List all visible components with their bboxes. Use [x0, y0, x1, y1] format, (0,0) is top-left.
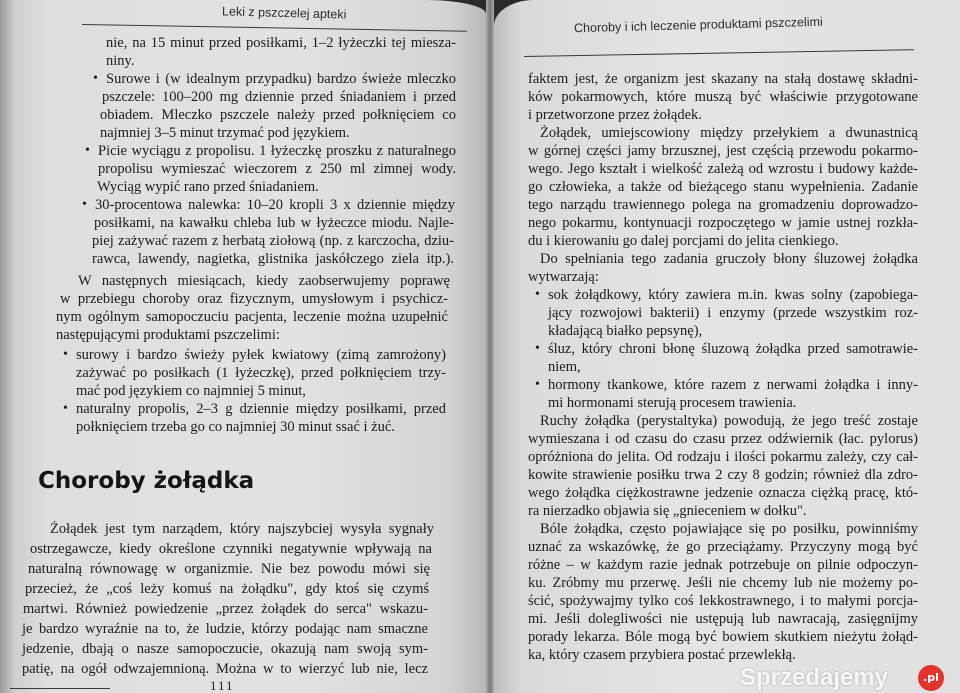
text-line: du i kierowaniu go dalej porcjami do jelita cienkiego.	[528, 233, 839, 249]
footer-rule-left	[10, 688, 110, 689]
text-line: jący rozwojowi bakterii) i enzymy (przede wszystkim roz-	[548, 305, 918, 321]
text-line: Żołądek, umiejscowiony między przełykiem a dwunastnicą	[540, 125, 918, 141]
text-line: ścić, spożywajmy tylko coś lekkostrawnego, i to małymi porcja-	[528, 593, 918, 609]
text-line: rawca, lawendy, nagietka, glistnika jaskółczego ziela itp.).	[92, 251, 454, 267]
header-rule-right	[524, 49, 914, 57]
text-line: w przebiegu choroby oraz fizycznym, umysłowym i psychicz-	[60, 291, 448, 307]
text-line: pszczele: 100–200 mg dziennie przed śniadaniem i przed	[102, 89, 456, 105]
watermark-logo: Sprzedajemy	[740, 664, 889, 691]
right-page	[494, 0, 960, 693]
text-line: Surowe i (w idealnym przypadku) bardzo świeże mleczko	[106, 71, 456, 87]
text-line: i przetworzone przez żołądek.	[528, 107, 702, 123]
text-line: kowite strawienie posiłku trwa 2 czy 8 godzin; również dla zdro-	[528, 467, 918, 483]
text-line: ku. Zróbmy mu przerwę. Jeśli nie chcemy lub nie możemy po-	[528, 575, 918, 591]
text-line: Do spełniania tego zadania gruczoły błony śluzowej żołądka	[540, 251, 918, 267]
text-line: ka, który czasem przybiera postać przewlekłą.	[528, 647, 796, 663]
text-line: w górnej części jamy brzusznej, jest częścią przewodu pokarmo-	[528, 143, 918, 159]
text-line: mi hormonami sterują procesem trawienia.	[548, 395, 797, 411]
bullet-icon: •	[535, 377, 540, 392]
text-line: najmniej 3–5 minut trzymać pod językiem.	[100, 125, 350, 141]
text-line: posiłkami, na kawałku chleba lub w łyżeczce miodu. Najle-	[94, 215, 454, 231]
text-line: propolisu wymieszać wieczorem z 250 ml zimnej wody.	[98, 161, 456, 177]
text-line: piej zażywać razem z herbatą ziołową (np. z karczocha, dziu-	[92, 233, 454, 249]
text-line: je bardzo wyraźnie na to, że ludzie, którzy podając nam smaczne	[22, 621, 428, 637]
bullet-icon: •	[93, 71, 98, 86]
text-line: tego narządu trawiennego polega na gromadzeniu doprowadzo-	[528, 197, 918, 213]
text-line: Żołądek jest tym narządem, który najszybciej wysyła sygnały	[50, 521, 434, 537]
text-line: 30-procentowa nalewka: 10–20 kropli 3 x dziennie między	[95, 197, 455, 213]
text-line: wego. Jego kształt i wielkość zależą od wzrostu i budowy każde-	[528, 161, 918, 177]
text-line: mać pod językiem co najmniej 5 minut,	[76, 383, 306, 399]
text-line: patię, na ogół odwzajemnioną. Można w to wierzyć lub nie, lecz	[22, 661, 428, 677]
bullet-icon: •	[82, 197, 87, 212]
text-line: niem,	[548, 359, 581, 375]
text-line: zażywać po posiłkach (1 łyżeczkę), przed połknięciem trzy-	[76, 365, 446, 381]
text-line: połknięciem trzeba go co najmniej 30 minut ssać i żuć.	[76, 419, 395, 435]
text-line: śluz, który chroni błonę śluzową żołądka przed samotrawie-	[548, 341, 918, 357]
text-line: wytwarzają:	[528, 269, 599, 285]
text-line: porady lekarza. Bóle mogą być bowiem skutkiem nieżytu żołąd-	[528, 629, 918, 645]
text-line: naturalny propolis, 2–3 g dziennie między posiłkami, przed	[76, 401, 446, 417]
text-line: Bóle żołądka, często pojawiające się po posiłku, powinniśmy	[540, 521, 918, 537]
text-line: naturalną równowagę w organizmie. Nie bez powodu mówi się	[28, 561, 430, 577]
text-line: opróżniona do jelita. Od rodzaju i ilości pokarmu zależy, czy cał-	[528, 449, 918, 465]
text-line: Wyciąg wypić rano przed śniadaniem.	[97, 179, 319, 195]
bullet-icon: •	[63, 347, 68, 362]
text-line: obiadem. Mleczko pszczele należy przed połknięciem co	[100, 107, 456, 123]
text-line: różne – w każdym razie jednak potrzebuje on pilnie odpoczyn-	[528, 557, 918, 573]
text-line: ków pokarmowych, które muszą być właściwie przygotowane	[528, 89, 918, 105]
text-line: niny.	[106, 53, 135, 69]
text-line: nego pokarmu, kontynuacji rozpoczętego w jamie ustnej rozkła-	[528, 215, 918, 231]
running-head-right: Choroby i ich leczenie produktami pszczelimi	[573, 14, 823, 36]
text-line: nym ogólnym samopoczuciu pacjenta, leczenie można uzupełnić	[56, 309, 448, 325]
text-line: ra nierzadko objawia się „gnieceniem w dołku".	[528, 503, 807, 519]
text-line: kładającą białko pepsynę),	[548, 323, 703, 339]
text-line: wego żołądka ciężkostrawne jedzenie oznacza ciężką pracę, któ-	[528, 485, 918, 501]
text-line: hormony tkankowe, które razem z nerwami żołądka i inny-	[548, 377, 918, 393]
text-line: jedzenie, dbają o nasze samopoczucie, okazują nam swoją sym-	[22, 641, 428, 657]
text-line: mi. Jeśli dolegliwości nie ustępują lub nawracają, zasięgnijmy	[528, 611, 918, 627]
text-line: ostrzegawcze, kiedy określone czynniki negatywnie wpływają na	[30, 541, 432, 557]
text-line: Ruchy żołądka (perystaltyka) powodują, że jego treść zostaje	[540, 413, 918, 429]
text-line: W następnych miesiącach, kiedy zaobserwujemy poprawę	[78, 273, 450, 289]
bullet-icon: •	[63, 401, 68, 416]
text-line: Picie wyciągu z propolisu. 1 łyżeczkę proszku z naturalnego	[98, 143, 456, 159]
text-line: następującymi produktami pszczelimi:	[56, 327, 280, 343]
text-line: przecież, że „coś leży komuś na żołądku", gdy ktoś się czymś	[25, 581, 429, 597]
text-line: go człowieka, a także od bieżącego stanu wypełnienia. Zadanie	[528, 179, 918, 195]
section-heading: Choroby żołądka	[38, 468, 255, 494]
running-head-left: Leki z pszczelej apteki	[221, 4, 347, 22]
text-line: martwi. Również powiedzenie „przez żołądek do serca" wskazu-	[23, 601, 428, 617]
text-line: surowy i bardzo świeży pyłek kwiatowy (zimą zamrożony)	[76, 347, 446, 363]
text-line: sok żołądkowy, który zawiera m.in. kwas solny (zapobiega-	[548, 287, 918, 303]
book-spine	[486, 0, 494, 693]
text-line: wymieszana i od czasu do czasu przez odźwiernik (łac. pylorus)	[528, 431, 918, 447]
page-number: 111	[210, 678, 235, 693]
bullet-icon: •	[535, 287, 540, 302]
watermark-badge: .pl	[918, 665, 944, 691]
text-line: uznać za wskazówkę, że go przeciążamy. Przyczyny mogą być	[528, 539, 918, 555]
bullet-icon: •	[85, 143, 90, 158]
header-rule-left	[82, 24, 467, 32]
bullet-icon: •	[535, 341, 540, 356]
text-line: nie, na 15 minut przed posiłkami, 1–2 łyżeczki tej miesza-	[106, 35, 456, 51]
text-line: faktem jest, że organizm jest skazany na stałą dostawę składni-	[528, 71, 918, 87]
